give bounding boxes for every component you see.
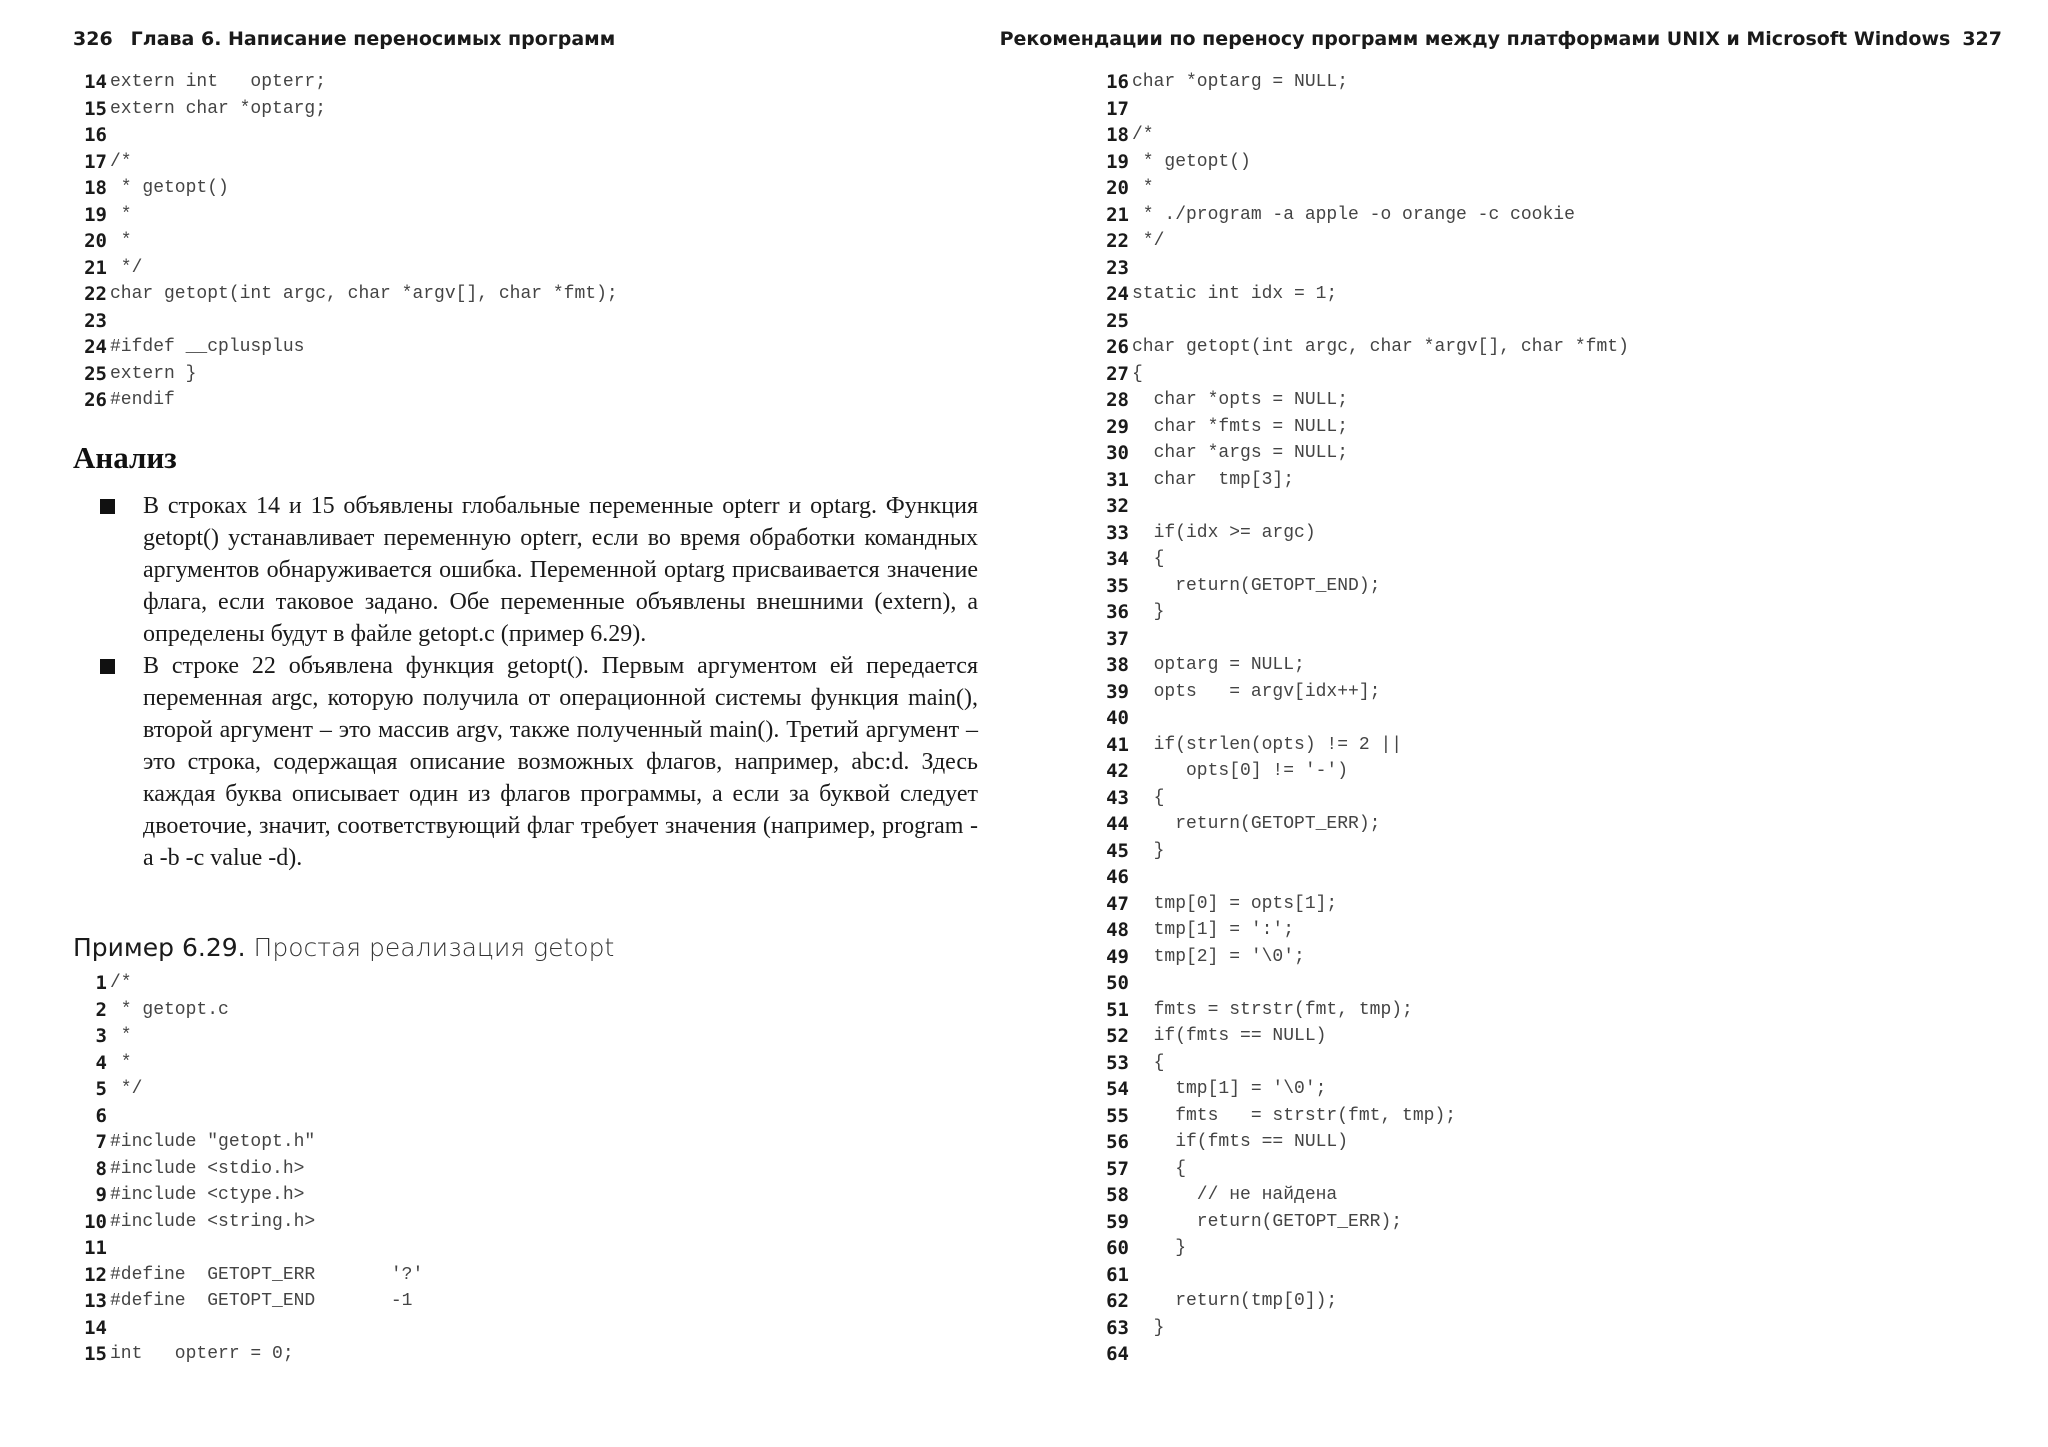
code-line xyxy=(1095,308,1629,335)
code-text xyxy=(1131,493,1132,520)
code-text: * xyxy=(110,1026,132,1046)
code-text: return(tmp[0]); xyxy=(1132,1291,1338,1311)
code-text: #endif xyxy=(110,390,175,410)
line-number: 43 xyxy=(1106,786,1129,809)
code-text: opts = argv[idx++]; xyxy=(1132,681,1381,702)
line-number: 15 xyxy=(84,97,107,120)
line-number: 17 xyxy=(84,150,107,173)
code-line xyxy=(73,308,618,335)
code-text: char getopt(int argc, char *argv[], char *fmt) xyxy=(1132,337,1629,357)
line-number: 11 xyxy=(84,1237,107,1259)
code-text: // не найдена xyxy=(1132,1185,1338,1205)
code-line xyxy=(1095,970,1629,997)
code-line xyxy=(73,1182,423,1209)
line-number: 62 xyxy=(1106,1290,1129,1312)
code-text: if(fmts == NULL) xyxy=(1132,1026,1327,1046)
code-line xyxy=(1095,1129,1629,1156)
code-text xyxy=(109,1235,110,1262)
code-text: extern char *optarg; xyxy=(110,98,327,119)
code-line xyxy=(1095,1076,1629,1103)
code-line xyxy=(1095,573,1629,600)
line-number: 15 xyxy=(84,1343,107,1365)
code-line xyxy=(1095,228,1629,255)
code-listing-header xyxy=(73,69,618,414)
line-number: 64 xyxy=(1106,1343,1129,1365)
bullet-square-icon xyxy=(100,659,115,674)
line-number: 31 xyxy=(1106,468,1129,491)
code-text xyxy=(1131,255,1132,282)
code-text: if(fmts == NULL) xyxy=(1132,1132,1349,1152)
code-text xyxy=(1131,864,1132,891)
left-running-head-text: Глава 6. Написание переносимых программ xyxy=(130,28,616,50)
bullet-text: В строке 22 объявлена функция getopt(). Первым аргументом ей передается переменная argc, которую получила от операционной системы функция main(), второй аргумент – это массив argv, также полученный main(). Третий аргумент – это строка, содержащая описание возможных флагов, например, abc:d. Здесь каждая буква описывает один из флагов программы, а если за буквой следует двоеточие, значит, соответствующий флаг требует значения (например, program -a -b -c value -d). xyxy=(143,653,978,871)
line-number: 39 xyxy=(1106,680,1129,703)
code-line xyxy=(1095,96,1629,123)
line-number: 59 xyxy=(1106,1210,1129,1233)
line-number: 25 xyxy=(1106,309,1129,332)
code-line xyxy=(1095,732,1629,759)
code-line xyxy=(73,1209,423,1236)
line-number: 14 xyxy=(84,71,107,93)
code-line xyxy=(73,1156,423,1183)
line-number: 26 xyxy=(1106,336,1129,358)
code-line xyxy=(73,228,618,255)
line-number: 55 xyxy=(1106,1104,1129,1127)
code-line xyxy=(1095,149,1629,176)
code-line xyxy=(1095,679,1629,706)
code-line xyxy=(73,334,618,361)
line-number: 24 xyxy=(1106,283,1129,305)
code-text: char *optarg = NULL; xyxy=(1132,72,1349,92)
code-text: * getopt() xyxy=(1132,151,1251,172)
code-text: return(GETOPT_ERR); xyxy=(1132,1211,1403,1232)
line-number: 23 xyxy=(84,309,107,332)
code-line xyxy=(1095,1315,1629,1342)
code-line xyxy=(1095,1156,1629,1183)
code-line xyxy=(73,970,423,997)
line-number: 38 xyxy=(1106,654,1129,676)
code-text: */ xyxy=(110,1079,143,1099)
code-text: return(GETOPT_ERR); xyxy=(1132,814,1381,834)
code-text: #ifdef __cplusplus xyxy=(110,337,305,357)
code-text: tmp[2] = '\0'; xyxy=(1132,946,1305,967)
bullet-item xyxy=(100,650,978,874)
code-text: char getopt(int argc, char *argv[], char *fmt); xyxy=(110,284,618,304)
code-line xyxy=(1095,626,1629,653)
code-line xyxy=(73,1315,423,1342)
line-number: 46 xyxy=(1106,866,1129,888)
code-text: /* xyxy=(1132,125,1154,145)
line-number: 12 xyxy=(84,1263,107,1286)
code-line xyxy=(1095,997,1629,1024)
line-number: 6 xyxy=(95,1104,107,1127)
right-running-head xyxy=(1000,28,2002,50)
code-line xyxy=(73,96,618,123)
code-line xyxy=(73,1023,423,1050)
code-line xyxy=(1095,944,1629,971)
code-text xyxy=(1131,308,1132,335)
code-line xyxy=(73,1235,423,1262)
line-number: 60 xyxy=(1106,1237,1129,1259)
code-line xyxy=(1095,1209,1629,1236)
line-number: 18 xyxy=(84,177,107,199)
line-number: 58 xyxy=(1106,1184,1129,1206)
code-line xyxy=(1095,864,1629,891)
line-number: 3 xyxy=(95,1025,107,1047)
code-line xyxy=(73,1050,423,1077)
code-text: tmp[1] = ':'; xyxy=(1132,920,1295,940)
code-text: if(idx >= argc) xyxy=(1132,522,1316,543)
code-listing-getopt-c-part2 xyxy=(1095,69,1629,1368)
code-text: /* xyxy=(110,973,132,993)
line-number: 10 xyxy=(84,1210,107,1233)
code-line xyxy=(1095,440,1629,467)
code-line xyxy=(1095,599,1629,626)
line-number: 35 xyxy=(1106,574,1129,597)
code-line xyxy=(1095,1050,1629,1077)
line-number: 24 xyxy=(84,336,107,358)
line-number: 2 xyxy=(95,998,107,1021)
code-line xyxy=(73,1076,423,1103)
code-line xyxy=(1095,1023,1629,1050)
code-line xyxy=(73,1288,423,1315)
section-title: Анализ xyxy=(73,440,177,475)
code-line xyxy=(1095,414,1629,441)
line-number: 20 xyxy=(84,230,107,252)
code-text: /* xyxy=(110,151,132,172)
code-listing-getopt-c-part1 xyxy=(73,970,423,1368)
code-line xyxy=(1095,520,1629,547)
code-text: #define GETOPT_END -1 xyxy=(110,1291,413,1311)
code-line xyxy=(1095,785,1629,812)
code-line xyxy=(73,122,618,149)
code-text: { xyxy=(1132,363,1143,384)
line-number: 16 xyxy=(1106,71,1129,93)
line-number: 21 xyxy=(84,256,107,279)
code-line xyxy=(73,1103,423,1130)
line-number: 25 xyxy=(84,362,107,385)
code-line xyxy=(1095,652,1629,679)
line-number: 50 xyxy=(1106,972,1129,994)
code-line xyxy=(1095,1103,1629,1130)
line-number: 28 xyxy=(1106,389,1129,411)
code-line xyxy=(73,149,618,176)
code-text: #include <stdio.h> xyxy=(110,1158,305,1179)
line-number: 13 xyxy=(84,1290,107,1312)
code-line xyxy=(73,175,618,202)
code-text: } xyxy=(1132,602,1165,622)
code-text xyxy=(109,122,110,149)
line-number: 45 xyxy=(1106,839,1129,862)
line-number: 7 xyxy=(95,1131,107,1153)
bullet-square-icon xyxy=(100,499,115,514)
line-number: 9 xyxy=(95,1184,107,1206)
line-number: 20 xyxy=(1106,177,1129,199)
line-number: 49 xyxy=(1106,945,1129,968)
code-text xyxy=(1131,1262,1132,1289)
line-number: 27 xyxy=(1106,362,1129,385)
code-text: } xyxy=(1132,1317,1165,1338)
code-line xyxy=(1095,1341,1629,1368)
code-text: * ./program -a apple -o orange -c cookie xyxy=(1132,204,1575,225)
line-number: 54 xyxy=(1106,1078,1129,1100)
code-line xyxy=(73,202,618,229)
line-number: 52 xyxy=(1106,1025,1129,1047)
right-running-head-text: Рекомендации по переносу программ между платформами UNIX и Microsoft Windows xyxy=(999,28,1951,50)
code-line xyxy=(1095,758,1629,785)
code-text: fmts = strstr(fmt, tmp); xyxy=(1132,1105,1457,1126)
line-number: 61 xyxy=(1106,1263,1129,1286)
line-number: 36 xyxy=(1106,601,1129,623)
code-text: char *args = NULL; xyxy=(1132,443,1349,463)
code-line xyxy=(1095,917,1629,944)
code-line xyxy=(1095,705,1629,732)
code-line xyxy=(73,255,618,282)
example-caption xyxy=(73,933,614,962)
line-number: 19 xyxy=(84,203,107,226)
code-line xyxy=(1095,69,1629,96)
line-number: 37 xyxy=(1106,627,1129,650)
line-number: 51 xyxy=(1106,998,1129,1021)
line-number: 14 xyxy=(84,1316,107,1339)
code-text: { xyxy=(1132,1158,1187,1179)
code-text: char *fmts = NULL; xyxy=(1132,416,1349,437)
analysis-bullets xyxy=(100,490,978,874)
code-text: #define GETOPT_ERR '?' xyxy=(110,1264,424,1285)
code-text: * xyxy=(110,204,132,225)
code-line xyxy=(1095,546,1629,573)
code-text xyxy=(1131,970,1132,997)
line-number: 18 xyxy=(1106,124,1129,146)
line-number: 44 xyxy=(1106,813,1129,835)
left-running-head xyxy=(73,28,615,50)
line-number: 5 xyxy=(95,1078,107,1100)
line-number: 57 xyxy=(1106,1157,1129,1180)
code-text: char *opts = NULL; xyxy=(1132,390,1349,410)
code-text: #include <ctype.h> xyxy=(110,1185,305,1205)
code-text: */ xyxy=(110,257,143,278)
bullet-item xyxy=(100,490,978,650)
line-number: 29 xyxy=(1106,415,1129,438)
code-text: */ xyxy=(1132,231,1165,251)
code-text: return(GETOPT_END); xyxy=(1132,575,1381,596)
bullet-text: В строках 14 и 15 объявлены глобальные переменные opterr и optarg. Функция getopt() устанавливает переменную opterr, если во время обработки командных аргументов обнаруживается ошибка. Переменной optarg присваивается значение флага, если таковое задано. Обе переменные объявлены внешними (extern), а определены будут в файле getopt.c (пример 6.29). xyxy=(143,493,978,647)
code-text: * xyxy=(1132,178,1154,198)
line-number: 48 xyxy=(1106,919,1129,941)
code-text: tmp[0] = opts[1]; xyxy=(1132,893,1338,914)
line-number: 22 xyxy=(1106,230,1129,252)
code-line xyxy=(73,1341,423,1368)
line-number: 22 xyxy=(84,283,107,305)
line-number: 23 xyxy=(1106,256,1129,279)
code-text: static int idx = 1; xyxy=(1132,284,1338,304)
code-text xyxy=(1131,626,1132,653)
code-line xyxy=(1095,175,1629,202)
code-text: tmp[1] = '\0'; xyxy=(1132,1079,1327,1099)
code-line xyxy=(73,997,423,1024)
code-line xyxy=(73,281,618,308)
code-text: extern } xyxy=(110,363,197,384)
code-line xyxy=(1095,1288,1629,1315)
line-number: 21 xyxy=(1106,203,1129,226)
line-number: 4 xyxy=(95,1051,107,1074)
code-line xyxy=(1095,1235,1629,1262)
code-text: { xyxy=(1132,787,1165,808)
code-text: extern int opterr; xyxy=(110,72,327,92)
code-line xyxy=(1095,202,1629,229)
code-text: } xyxy=(1132,1238,1187,1258)
code-text: * getopt.c xyxy=(110,999,229,1020)
line-number: 53 xyxy=(1106,1051,1129,1074)
code-line xyxy=(73,361,618,388)
code-line xyxy=(1095,255,1629,282)
line-number: 17 xyxy=(1106,97,1129,120)
code-text: * xyxy=(110,1052,132,1073)
code-line xyxy=(1095,811,1629,838)
code-text: } xyxy=(1132,840,1165,861)
code-text: #include "getopt.h" xyxy=(110,1132,316,1152)
code-line xyxy=(73,387,618,414)
code-line xyxy=(1095,891,1629,918)
code-line xyxy=(73,1129,423,1156)
code-line xyxy=(73,69,618,96)
code-text: if(strlen(opts) != 2 || xyxy=(1132,734,1403,755)
right-page-number: 327 xyxy=(1962,28,2002,50)
code-text xyxy=(1131,96,1132,123)
line-number: 30 xyxy=(1106,442,1129,464)
code-text xyxy=(1131,1341,1132,1368)
line-number: 34 xyxy=(1106,548,1129,570)
code-line xyxy=(1095,361,1629,388)
line-number: 56 xyxy=(1106,1131,1129,1153)
line-number: 19 xyxy=(1106,150,1129,173)
code-text: int opterr = 0; xyxy=(110,1344,294,1364)
code-text: #include <string.h> xyxy=(110,1211,316,1232)
code-text: { xyxy=(1132,549,1165,569)
line-number: 8 xyxy=(95,1157,107,1180)
code-text xyxy=(109,1103,110,1130)
code-line xyxy=(1095,122,1629,149)
code-line xyxy=(1095,467,1629,494)
example-label: Пример 6.29. xyxy=(73,933,246,962)
line-number: 33 xyxy=(1106,521,1129,544)
line-number: 47 xyxy=(1106,892,1129,915)
code-line xyxy=(1095,493,1629,520)
line-number: 41 xyxy=(1106,733,1129,756)
code-line xyxy=(1095,1262,1629,1289)
left-page-number: 326 xyxy=(73,28,113,50)
code-text: char tmp[3]; xyxy=(1132,469,1295,490)
line-number: 16 xyxy=(84,124,107,146)
line-number: 26 xyxy=(84,389,107,411)
line-number: 42 xyxy=(1106,760,1129,782)
code-line xyxy=(1095,387,1629,414)
line-number: 32 xyxy=(1106,495,1129,517)
code-text xyxy=(109,1315,110,1342)
code-line xyxy=(1095,334,1629,361)
code-text: optarg = NULL; xyxy=(1132,655,1305,675)
line-number: 40 xyxy=(1106,707,1129,729)
line-number: 1 xyxy=(95,972,107,994)
code-line xyxy=(1095,838,1629,865)
code-text xyxy=(1131,705,1132,732)
code-text: fmts = strstr(fmt, tmp); xyxy=(1132,999,1413,1020)
code-text: * getopt() xyxy=(110,178,229,198)
code-text: { xyxy=(1132,1052,1165,1073)
line-number: 63 xyxy=(1106,1316,1129,1339)
code-line xyxy=(73,1262,423,1289)
right-page xyxy=(999,0,2048,1447)
code-text xyxy=(109,308,110,335)
code-line xyxy=(1095,281,1629,308)
code-text: opts[0] != '-') xyxy=(1132,761,1349,781)
example-title: Простая реализация getopt xyxy=(253,933,615,962)
code-text: * xyxy=(110,231,132,251)
code-line xyxy=(1095,1182,1629,1209)
